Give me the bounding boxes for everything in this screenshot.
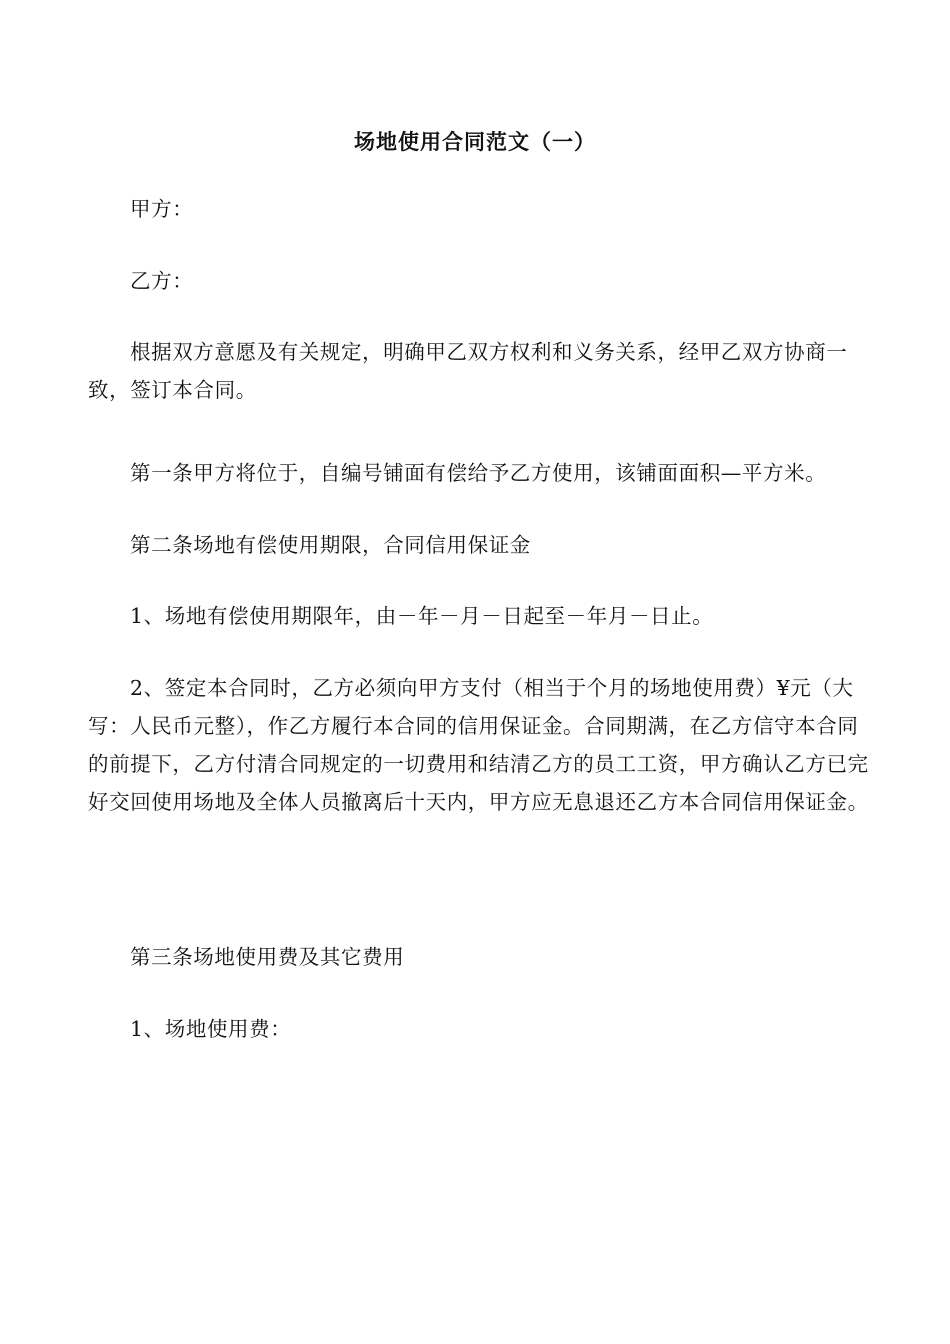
party-a-line: 甲方：	[130, 197, 194, 221]
article-2-clause-2: 2、签定本合同时，乙方必须向甲方支付（相当于个月的场地使用费）¥元（大写：人民币元整），作乙方履行本合同的信用保证金。合同期满，在乙方信守本合同的前提下，乙方付清合同规定的一切费用和结清乙方的员工工资，甲方确认乙方已完好交回使用场地及全体人员撤离后十天内，甲方应无息退还乙方本合同信用保证金。	[88, 676, 869, 814]
article-2-clause-1: 1、场地有偿使用期限年，由－年－月－日起至－年月－日止。	[130, 604, 714, 628]
article-3-clause-1: 1、场地使用费：	[130, 1017, 292, 1041]
article-1-paragraph: 第一条甲方将位于，自编号铺面有偿给予乙方使用，该铺面面积—平方米。	[130, 461, 827, 485]
party-b-line: 乙方：	[130, 269, 194, 293]
article-3-heading: 第三条场地使用费及其它费用	[130, 945, 405, 969]
preamble-paragraph: 根据双方意愿及有关规定，明确甲乙双方权利和义务关系，经甲乙双方协商一致，签订本合同。	[88, 340, 848, 402]
article-2-heading: 第二条场地有偿使用期限，合同信用保证金	[130, 533, 531, 557]
document-title: 场地使用合同范文（一）	[354, 129, 596, 154]
